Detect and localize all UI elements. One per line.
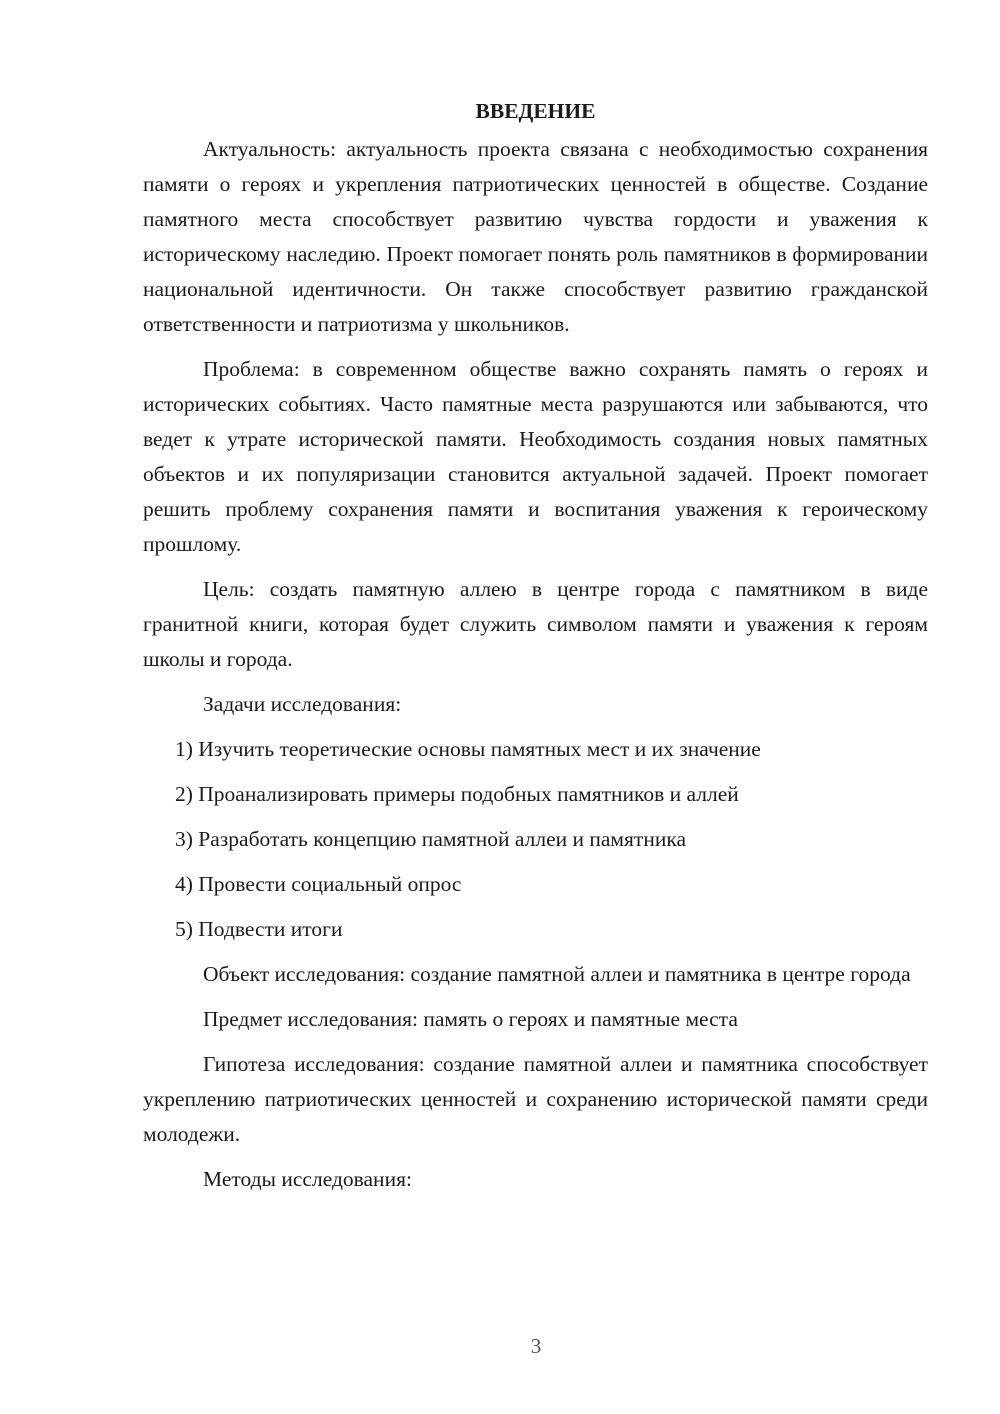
object-paragraph: Объект исследования: создание памятной аллеи и памятника в центре города [203,962,911,986]
methods-heading: Методы исследования: [203,1167,412,1191]
list-item: 2) Проанализировать примеры подобных памятников и аллей [175,782,739,806]
subject-paragraph: Предмет исследования: память о героях и памятные места [203,1007,738,1031]
problem-paragraph: Проблема: в современном обществе важно сохранять память о героях и исторических событиях. Часто памятные места разрушаются или забываются, что ведет к утрате исторической памяти. Необходимость создания новых памятных объектов и их популяризации становится актуальной задачей. Проект помогает решить проблему сохранения памяти и воспитания уважения к героическому прошлому. [143,357,928,556]
tasks-heading: Задачи исследования: [203,692,402,716]
list-item: 3) Разработать концепцию памятной аллеи и памятника [175,827,686,851]
relevance-paragraph: Актуальность: актуальность проекта связана с необходимостью сохранения памяти о героях и укрепления патриотических ценностей в обществе. Создание памятного места способствует развитию чувства гордости и уважения к историческому наследию. Проект помогает понять роль памятников в формировании национальной идентичности. Он также способствует развитию гражданской ответственности и патриотизма у школьников. [143,137,928,336]
section-title: ВВЕДЕНИЕ [475,99,596,123]
list-item: 4) Провести социальный опрос [175,872,462,896]
list-item: 1) Изучить теоретические основы памятных мест и их значение [175,737,761,761]
page-number: 3 [530,1334,542,1358]
list-item: 5) Подвести итоги [175,917,343,941]
goal-paragraph: Цель: создать памятную аллею в центре города с памятником в виде гранитной книги, которая будет служить символом памяти и уважения к героям школы и города. [143,577,928,671]
hypothesis-paragraph: Гипотеза исследования: создание памятной аллеи и памятника способствует укреплению патриотических ценностей и сохранению исторической памяти среди молодежи. [143,1052,928,1146]
document-body [143,96,928,1207]
